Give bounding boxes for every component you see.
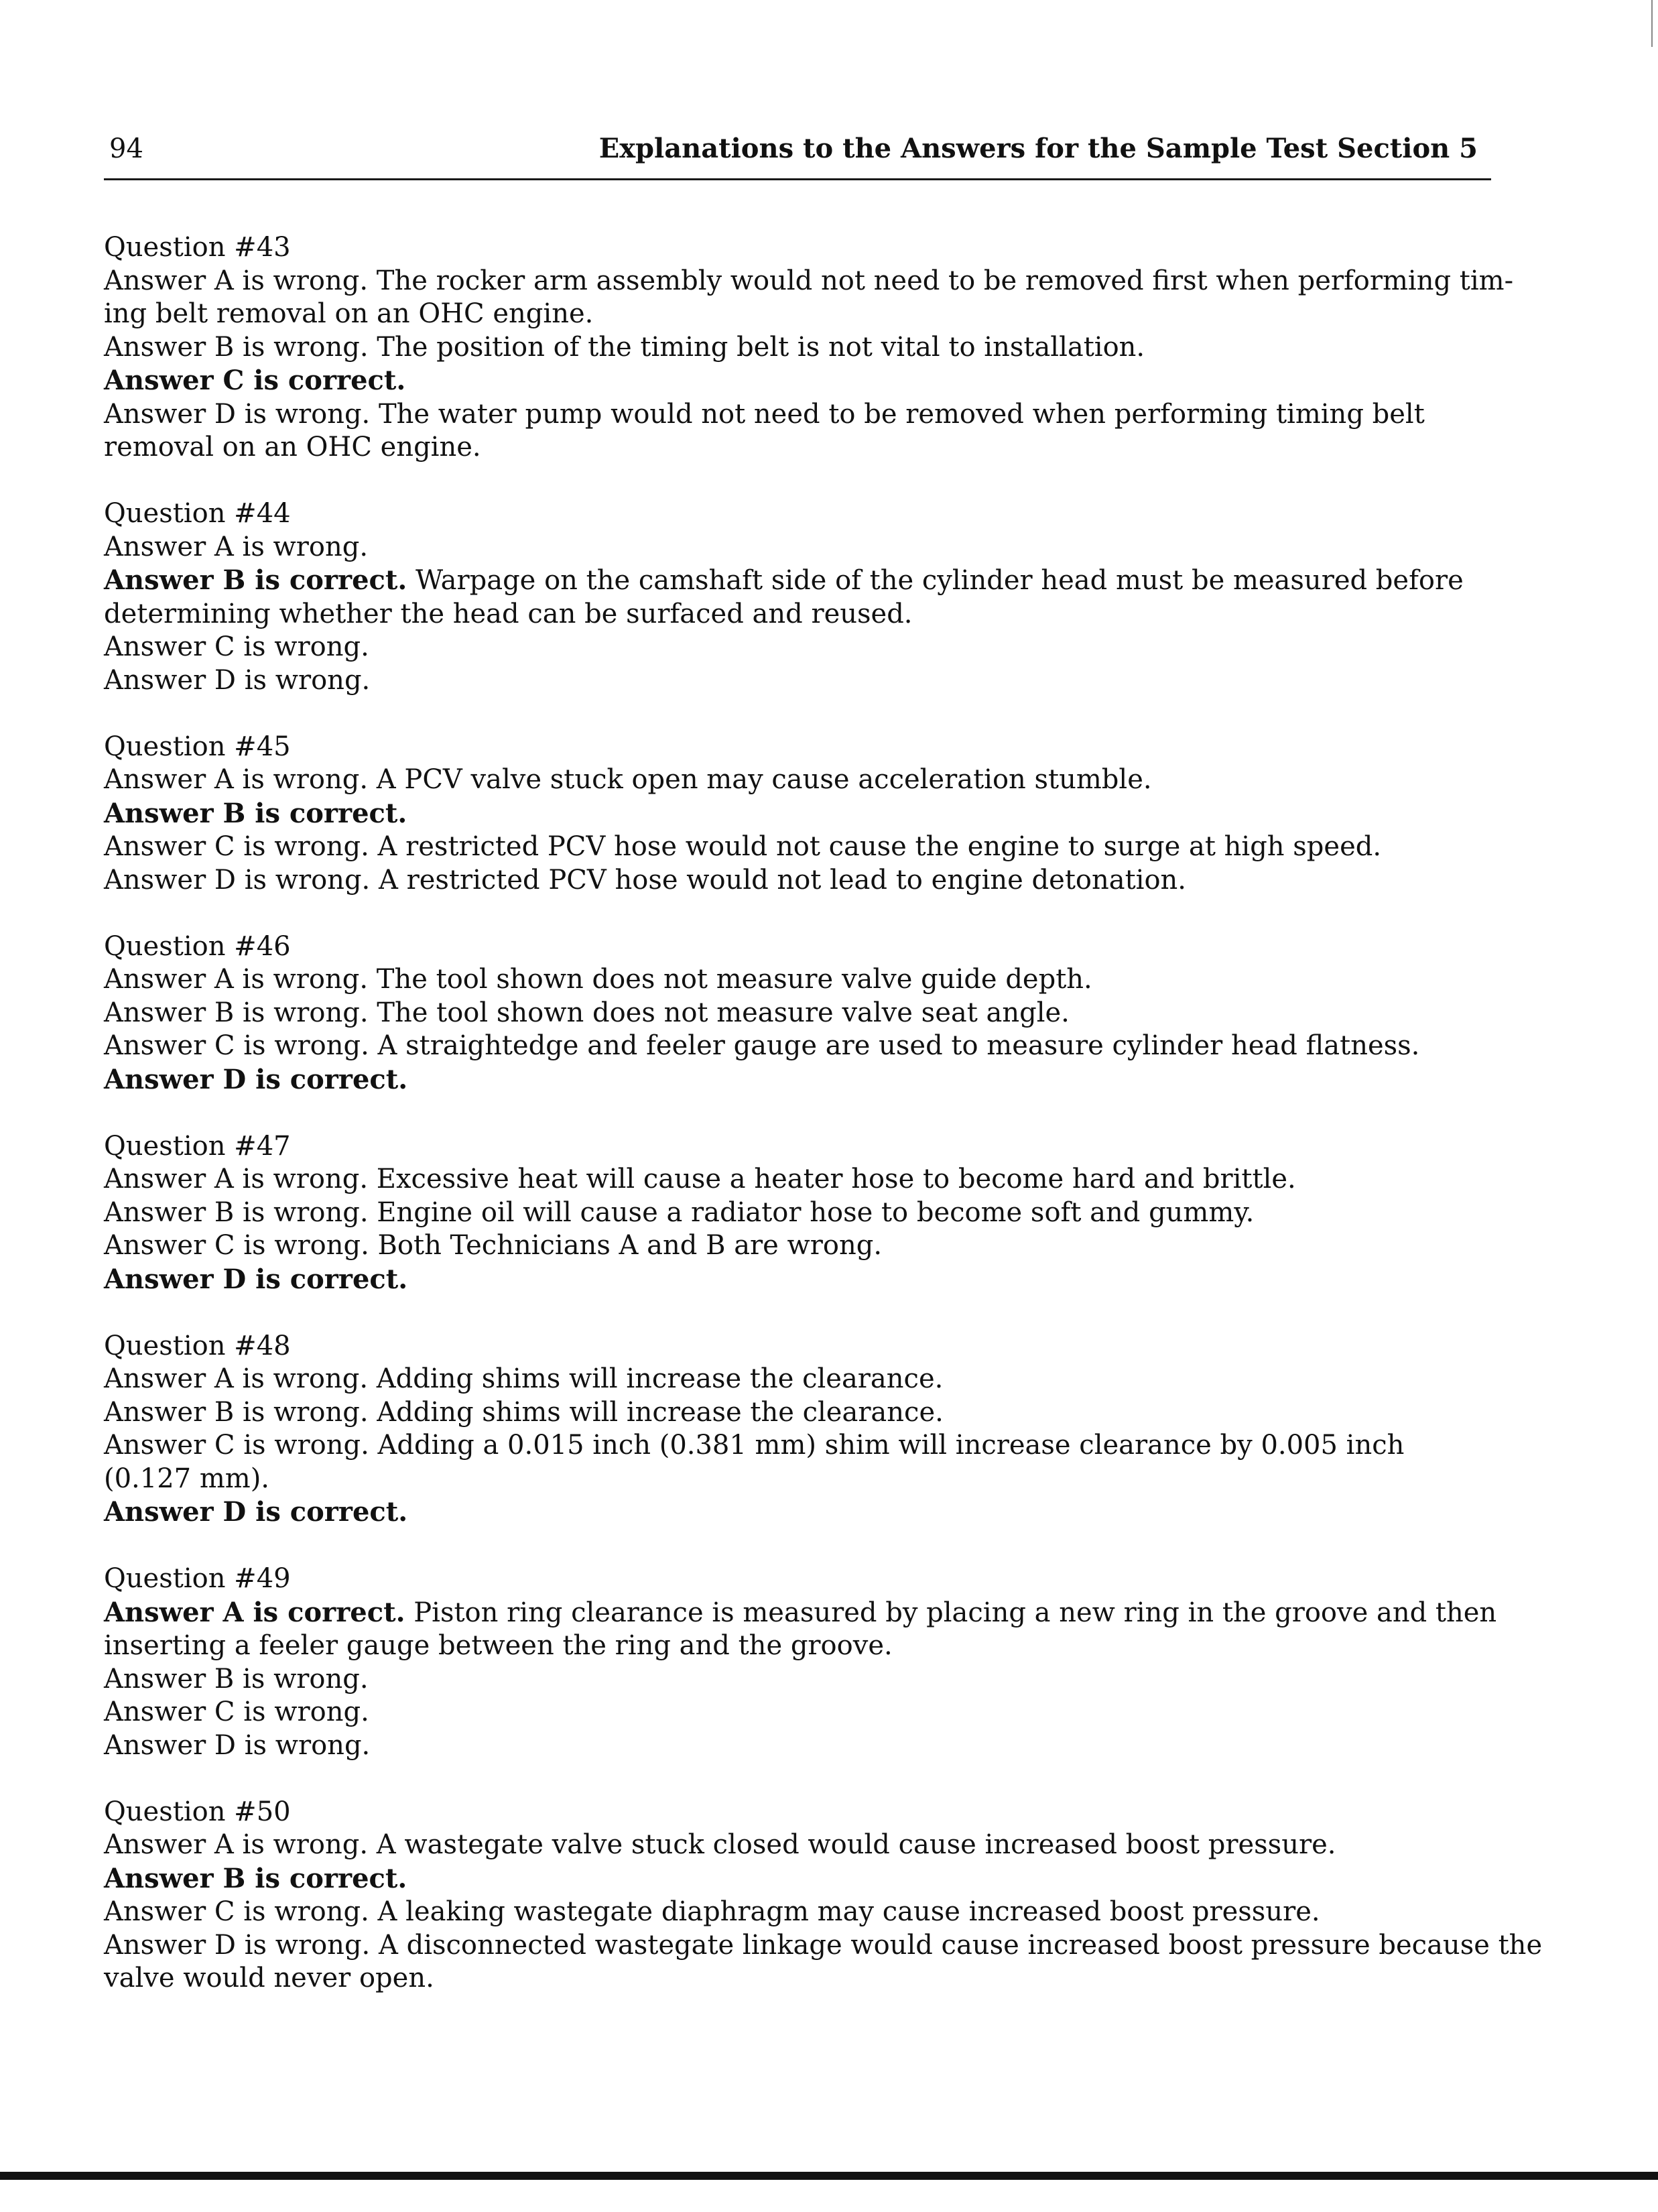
answer-text: Answer C is wrong. A restricted PCV hose would not cause the engine to surge at high speed. [104,831,1382,862]
answer-text: Answer D is wrong. [104,664,371,696]
answer-line [104,1463,1484,1496]
answer-text: Answer A is wrong. The tool shown does not measure valve guide depth. [104,964,1092,995]
question-block [104,1796,1543,1995]
answer-explanations [104,231,1543,2028]
answer-text: Answer B is wrong. [104,1663,369,1695]
answer-text: Answer C is wrong. A straightedge and feeler gauge are used to measure cylinder head flatness. [104,1030,1420,1061]
answer-line [104,398,1484,432]
question-title: Question #45 [104,731,291,762]
scan-edge-mark [1651,0,1653,47]
answer-line [104,1495,1484,1530]
question-title: Question #49 [104,1563,291,1594]
answer-line [104,1030,1484,1063]
answer-line [104,1263,1484,1297]
answer-line [104,763,1484,797]
answer-line [104,1596,1497,1630]
question-block [104,930,1484,1097]
answer-text: Answer C is wrong. Both Technicians A and B are wrong. [104,1230,883,1261]
question-title: Question #44 [104,498,291,529]
question-block [104,497,1484,697]
answer-line [104,1229,1484,1263]
correct-answer-label: Answer D is correct. [104,1496,408,1528]
question-block [104,1330,1484,1530]
answer-line [104,1962,1484,1995]
answer-line [104,1896,1484,1929]
answer-line [104,564,1484,598]
answer-text: determining whether the head can be surfaced and reused. [104,598,913,629]
question-title: Question #46 [104,930,291,962]
answer-line [104,664,1484,698]
answer-text: Answer A is wrong. Adding shims will increase the clearance. [104,1363,944,1394]
answer-text: Answer A is wrong. A PCV valve stuck open may cause acceleration stumble. [104,764,1152,795]
question-title: Question #48 [104,1330,291,1361]
answer-text: Warpage on the camshaft side of the cylinder head must be measured before [407,565,1464,596]
answer-text: Answer B is wrong. The position of the timing belt is not vital to installation. [104,331,1145,363]
answer-line [104,331,1484,365]
correct-answer-label: Answer D is correct. [104,1063,408,1095]
answer-text: Answer D is wrong. A restricted PCV hose would not lead to engine detonation. [104,864,1187,896]
answer-line [104,1862,1484,1896]
page-header [104,131,1491,180]
correct-answer-label: Answer B is correct. [104,797,407,829]
answer-line [104,797,1484,831]
answer-line [104,364,1484,398]
answer-line [104,298,1484,331]
answer-text: Answer A is wrong. The rocker arm assembly would not need to be removed first when performing tim- [104,265,1514,296]
question-title: Question #47 [104,1130,291,1162]
answer-line [104,1929,1543,1963]
correct-answer-label: Answer A is correct. [104,1596,405,1628]
page-number: 94 [109,133,143,164]
correct-answer-label: Answer D is correct. [104,1263,408,1295]
running-head: Explanations to the Answers for the Sample Test Section 5 [598,133,1478,164]
answer-text: Answer C is wrong. [104,631,369,662]
answer-line [104,831,1484,864]
answer-line [104,531,1484,564]
answer-line [104,864,1484,898]
answer-text: Answer C is wrong. [104,1697,369,1727]
answer-line [104,1696,1484,1729]
answer-line [104,1396,1484,1430]
answer-line [104,1363,1484,1396]
question-block [104,1562,1497,1762]
answer-text: Answer D is wrong. A disconnected wastegate linkage would cause increased boost pressure because the [104,1929,1543,1961]
answer-text: Answer A is wrong. Excessive heat will cause a heater hose to become hard and brittle. [104,1164,1296,1194]
answer-line [104,1429,1484,1463]
question-block [104,731,1484,898]
answer-text: Answer A is wrong. [104,531,369,562]
answer-line [104,431,1484,465]
answer-line [104,997,1484,1030]
question-block [104,231,1514,465]
answer-line [104,1063,1484,1097]
correct-answer-label: Answer B is correct. [104,564,407,596]
question-block [104,1130,1484,1297]
answer-text: Answer D is wrong. [104,1729,371,1761]
answer-text: Answer C is wrong. Adding a 0.015 inch (0.381 mm) shim will increase clearance by 0.005 inch [104,1430,1405,1461]
answer-line [104,1163,1484,1196]
answer-text: Answer B is wrong. The tool shown does not measure valve seat angle. [104,997,1070,1028]
answer-line [104,631,1484,664]
correct-answer-label: Answer C is correct. [104,365,406,396]
answer-text: Answer C is wrong. A leaking wastegate diaphragm may cause increased boost pressure. [104,1896,1320,1927]
answer-text: (0.127 mm). [104,1463,270,1494]
answer-line [104,598,1484,631]
answer-text: Piston ring clearance is measured by placing a new ring in the groove and then [405,1597,1497,1628]
answer-text: Answer B is wrong. Adding shims will increase the clearance. [104,1396,944,1428]
correct-answer-label: Answer B is correct. [104,1862,407,1894]
answer-text: inserting a feeler gauge between the ring and the groove. [104,1630,893,1661]
answer-line [104,1663,1484,1697]
answer-line [104,963,1484,997]
answer-line [104,1196,1484,1230]
answer-line [104,1630,1484,1663]
answer-line [104,265,1514,298]
question-title: Question #43 [104,232,291,263]
answer-text: Answer D is wrong. The water pump would not need to be removed when performing timing belt [104,398,1425,430]
answer-text: Answer B is wrong. Engine oil will cause a radiator hose to become soft and gummy. [104,1196,1255,1228]
answer-line [104,1729,1484,1763]
answer-text: valve would never open. [104,1963,434,1993]
question-title: Question #50 [104,1796,291,1827]
answer-text: ing belt removal on an OHC engine. [104,298,594,329]
answer-text: removal on an OHC engine. [104,432,481,463]
bottom-rule [0,2172,1658,2180]
answer-text: Answer A is wrong. A wastegate valve stuck closed would cause increased boost pressure. [104,1829,1336,1860]
answer-line [104,1829,1484,1862]
